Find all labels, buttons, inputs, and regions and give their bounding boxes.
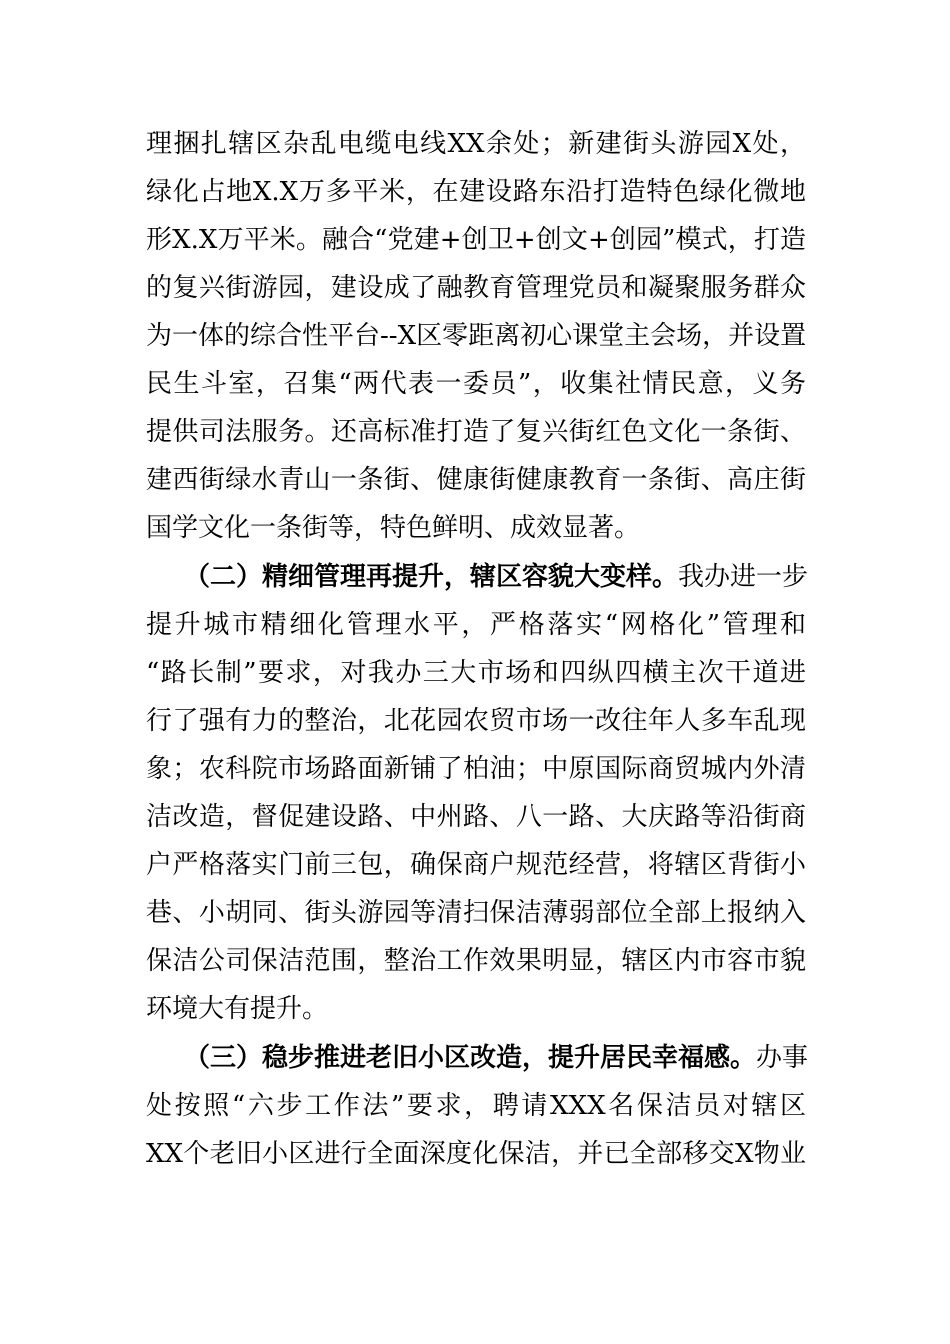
body-line: 为一体的综合性平台--X区零距离初心课堂主会场，并设置 (146, 321, 807, 351)
body-line: XX个老旧小区进行全面深度化保洁，并已全部移交X物业 (146, 1139, 806, 1169)
body-line: 形X.X万平米。融合“党建+创卫+创文+创园”模式，打造 (146, 225, 806, 255)
body-line: 建西街绿水青山一条街、健康街健康教育一条街、高庄街 (146, 465, 806, 495)
body-line: 民生斗室，召集“两代表一委员”，收集社情民意，义务 (146, 369, 806, 399)
body-text: 办事 (756, 1043, 809, 1073)
body-line: 理捆扎辖区杂乱电缆电线XX余处；新建街头游园X处， (146, 129, 806, 159)
body-text: 我办进一步 (678, 562, 809, 592)
body-line: 处按照“六步工作法”要求，聘请XXX名保洁员对辖区 (146, 1091, 806, 1121)
body-line: 绿化占地X.X万多平米，在建设路东沿打造特色绿化微地 (146, 177, 806, 207)
body-line: “路长制”要求，对我办三大市场和四纵四横主次干道进 (146, 658, 806, 688)
body-line: 提升城市精细化管理水平，严格落实“网格化”管理和 (146, 610, 806, 640)
section-heading: （二）精细管理再提升，辖区容貌大变样。 (184, 562, 679, 592)
body-line: 国学文化一条街等，特色鲜明、成效显著。 (146, 513, 641, 543)
body-line: 保洁公司保洁范围，整治工作效果明显，辖区内市容市貌 (146, 946, 806, 976)
body-line: 巷、小胡同、街头游园等清扫保洁薄弱部位全部上报纳入 (146, 898, 806, 928)
section-heading: （三）稳步推进老旧小区改造，提升居民幸福感。 (184, 1043, 757, 1073)
section-first-line (184, 1038, 809, 1078)
body-line: 洁改造，督促建设路、中州路、八一路、大庆路等沿街商 (146, 802, 806, 832)
body-line: 环境大有提升。 (146, 994, 329, 1024)
section-first-line (184, 557, 809, 597)
body-line: 户严格落实门前三包，确保商户规范经营，将辖区背街小 (146, 850, 806, 880)
body-line: 行了强有力的整治，北花园农贸市场一改往年人多车乱现 (146, 706, 806, 736)
body-line: 的复兴街游园，建设成了融教育管理党员和凝聚服务群众 (146, 273, 806, 303)
body-line: 象；农科院市场路面新铺了柏油；中原国际商贸城内外清 (146, 754, 806, 784)
body-line: 提供司法服务。还高标准打造了复兴街红色文化一条街、 (146, 417, 806, 447)
